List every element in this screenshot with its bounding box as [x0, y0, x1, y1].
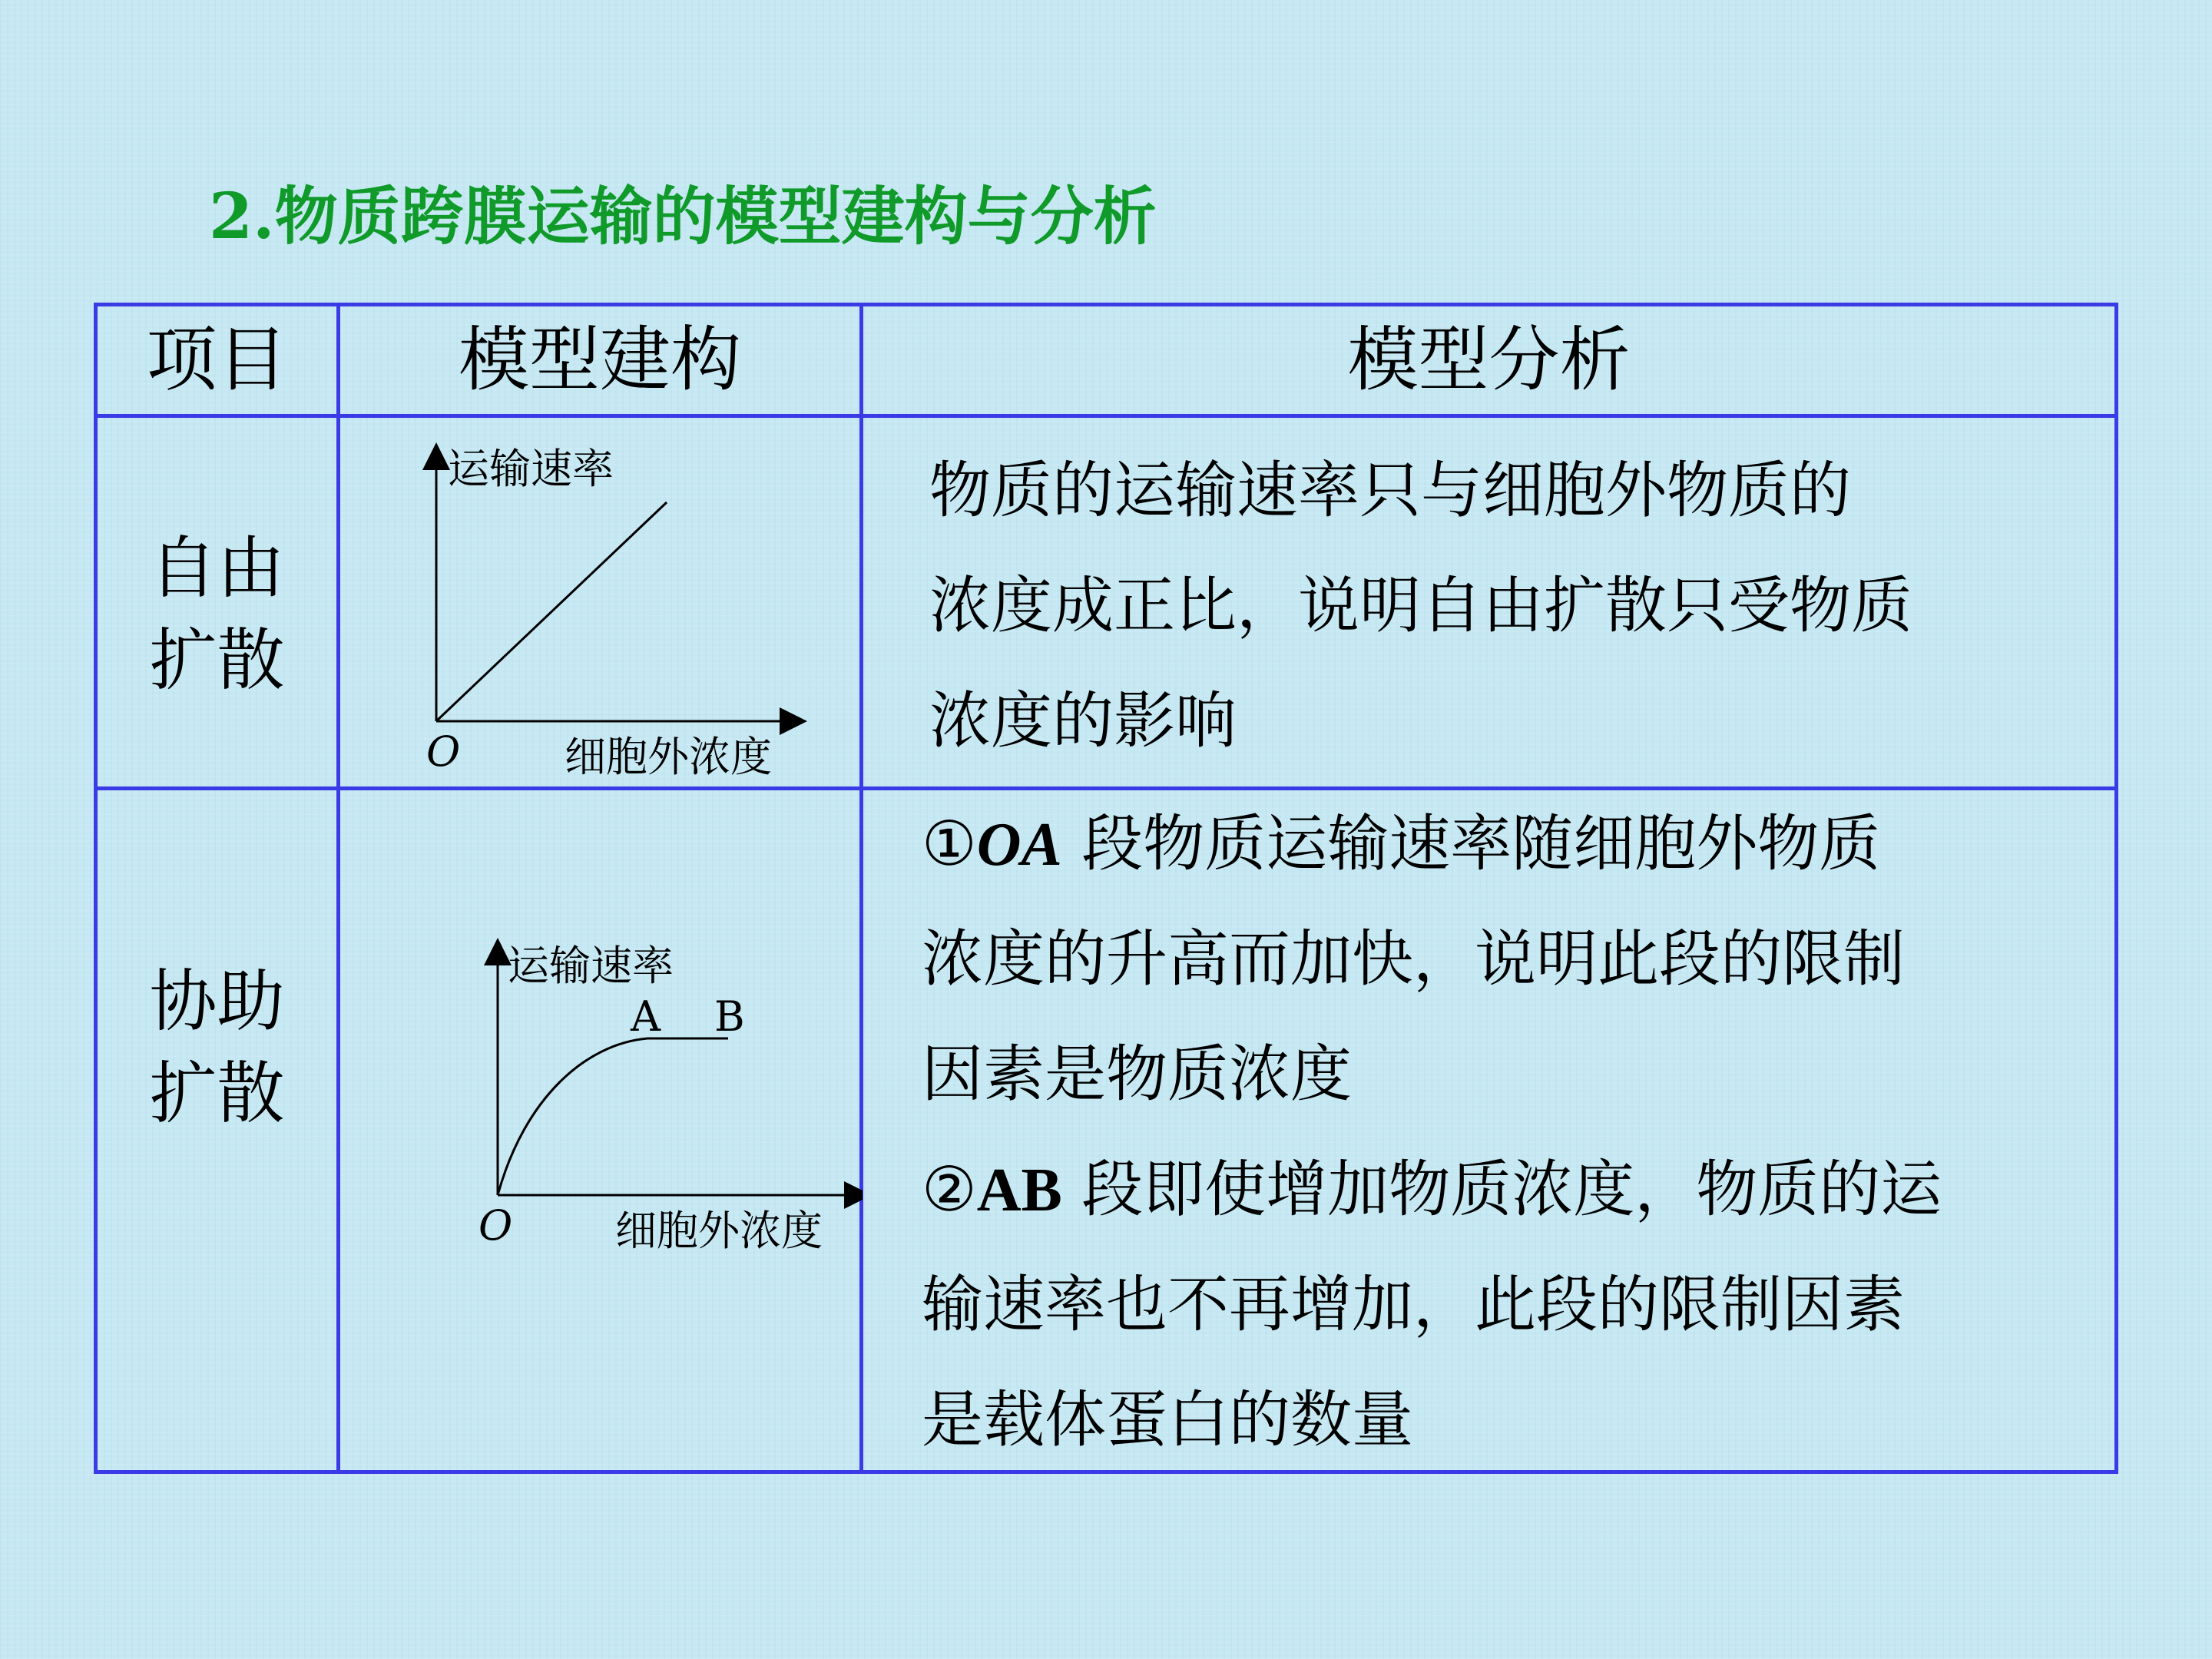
row-label-facilitated-diffusion-line1: 协助	[149, 962, 285, 1041]
free-diffusion-analysis	[929, 433, 1912, 779]
header-item: 项目	[146, 319, 288, 401]
row-label-free-diffusion-line2: 扩散	[149, 621, 285, 700]
analysis-oa-line1	[922, 786, 1942, 902]
row-label-free-diffusion-line1: 自由	[149, 528, 285, 608]
facilitated-diffusion-y-label: 运输速率	[508, 942, 674, 990]
analysis-ab-line3: 是载体蛋白的数量	[922, 1384, 1413, 1455]
free-diffusion-origin-label: O	[426, 727, 461, 776]
table-border-right	[2114, 303, 2118, 1474]
circled-number-1: ①	[922, 808, 977, 879]
facilitated-diffusion-analysis	[922, 786, 1942, 1478]
segment-oa-label: OA	[976, 811, 1062, 879]
segment-ab-label: AB	[976, 1157, 1062, 1224]
facilitated-diffusion-point-a: A	[631, 992, 661, 1041]
header-model-analysis: 模型分析	[1347, 319, 1631, 401]
free-diffusion-line	[436, 502, 667, 721]
analysis-oa-line2: 浓度的升高而加快，说明此段的限制	[922, 923, 1905, 995]
facilitated-diffusion-curve	[498, 1038, 728, 1195]
free-diffusion-graph	[340, 418, 859, 786]
analysis-oa-line1-text: 段物质运输速率随细胞外物质	[1061, 808, 1881, 879]
free-diffusion-y-label: 运输速率	[448, 445, 614, 493]
row-label-facilitated-diffusion-line2: 扩散	[149, 1054, 285, 1133]
slide-title: 2.物质跨膜运输的模型建构与分析	[209, 180, 1157, 253]
header-model-construction: 模型建构	[458, 319, 741, 401]
free-diffusion-analysis-line3: 浓度的影响	[929, 685, 1237, 757]
circled-number-2: ②	[922, 1154, 977, 1225]
analysis-ab-line1-text: 段即使增加物质浓度，物质的运	[1061, 1154, 1942, 1225]
facilitated-diffusion-point-b: B	[714, 992, 745, 1041]
free-diffusion-x-label: 细胞外浓度	[565, 733, 772, 781]
facilitated-diffusion-graph	[340, 790, 863, 1470]
free-diffusion-analysis-line2: 浓度成正比，说明自由扩散只受物质	[929, 570, 1912, 641]
table-border-left	[94, 303, 98, 1474]
analysis-oa-line3: 因素是物质浓度	[922, 1038, 1352, 1110]
facilitated-diffusion-x-label: 细胞外浓度	[615, 1207, 823, 1255]
analysis-ab-line2: 输速率也不再增加，此段的限制因素	[922, 1269, 1905, 1340]
free-diffusion-analysis-line1: 物质的运输速率只与细胞外物质的	[929, 455, 1851, 526]
facilitated-diffusion-origin-label: O	[478, 1201, 513, 1250]
analysis-ab-line1	[922, 1132, 1942, 1247]
